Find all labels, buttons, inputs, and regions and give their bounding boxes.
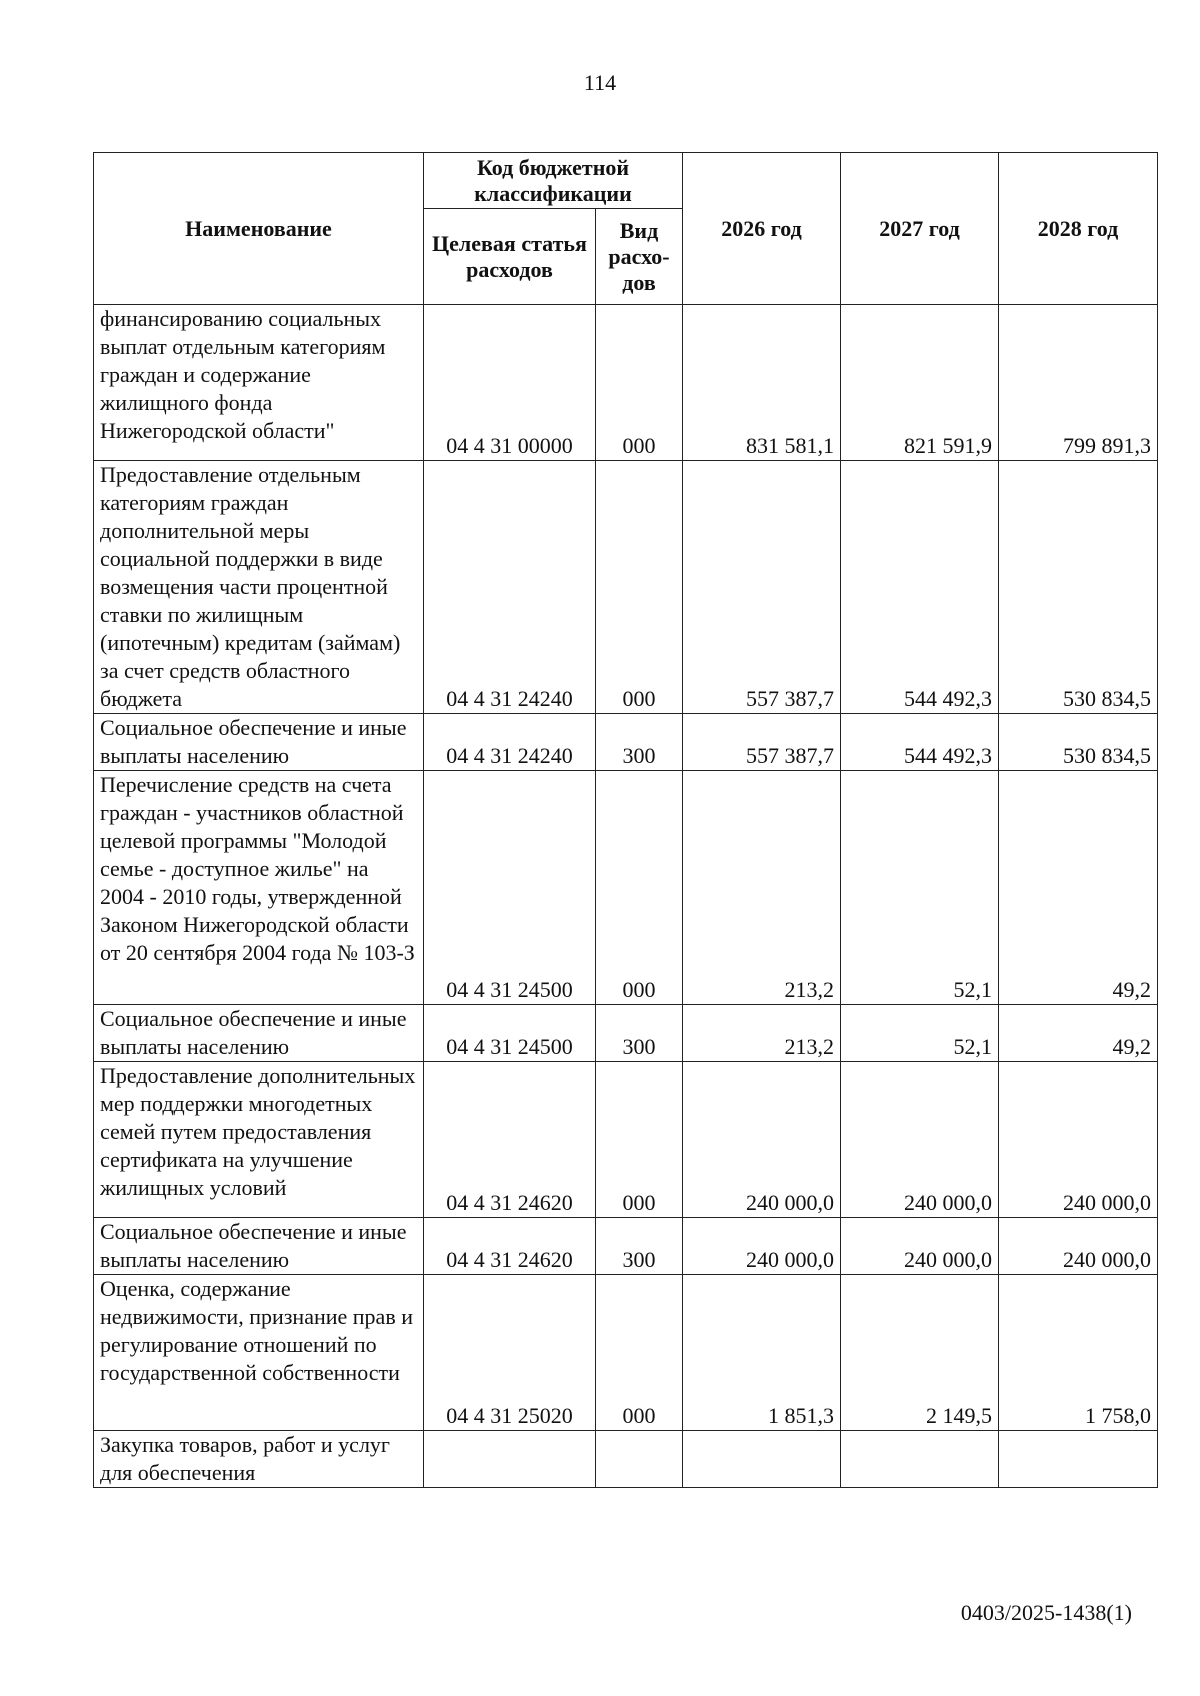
table-row: [94, 714, 1158, 771]
row-name: Социальное обеспечение и иные выплаты населению: [94, 1218, 424, 1275]
table-row: [94, 461, 1158, 714]
row-target-article: 04 4 31 24240: [424, 461, 596, 714]
row-name: Перечисление средств на счета граждан - участников областной целевой программы "Молодой семье - доступное жилье" на 2004 - 2010 годы, утвержденной Законом Нижегородской области от 20 сентября 2004 года № 103-З: [94, 771, 424, 1005]
header-target-article: [424, 209, 596, 305]
table-row: [94, 1218, 1158, 1275]
row-expense-type: 000: [596, 771, 683, 1005]
row-value-2027: 52,1: [841, 1005, 999, 1062]
document-code: 0403/2025-1438(1): [960, 1600, 1132, 1625]
table-row: [94, 1431, 1158, 1488]
row-expense-type: 300: [596, 1005, 683, 1062]
row-value-2028: [999, 1431, 1158, 1488]
header-code-group: Код бюджетной классификации: [424, 153, 683, 209]
row-value-2026: 240 000,0: [683, 1218, 841, 1275]
row-name: Закупка товаров, работ и услуг для обеспечения: [94, 1431, 424, 1488]
row-expense-type: 300: [596, 714, 683, 771]
row-value-2027: 544 492,3: [841, 714, 999, 771]
row-target-article: 04 4 31 25020: [424, 1275, 596, 1431]
row-target-article: [424, 1431, 596, 1488]
row-target-article: 04 4 31 24620: [424, 1062, 596, 1218]
row-value-2028: 1 758,0: [999, 1275, 1158, 1431]
row-expense-type: 300: [596, 1218, 683, 1275]
row-value-2028: 240 000,0: [999, 1062, 1158, 1218]
page-number: 114: [583, 70, 617, 95]
row-expense-type: 000: [596, 461, 683, 714]
row-value-2028: 530 834,5: [999, 461, 1158, 714]
row-value-2028: 49,2: [999, 771, 1158, 1005]
table-row: [94, 1275, 1158, 1431]
row-expense-type: 000: [596, 1275, 683, 1431]
row-value-2027: [841, 1431, 999, 1488]
table-row: [94, 1005, 1158, 1062]
table-row: [94, 771, 1158, 1005]
row-value-2028: 799 891,3: [999, 305, 1158, 461]
row-value-2027: 240 000,0: [841, 1218, 999, 1275]
row-value-2026: [683, 1431, 841, 1488]
row-value-2026: 213,2: [683, 1005, 841, 1062]
row-value-2027: 2 149,5: [841, 1275, 999, 1431]
row-name: Предоставление отдельным категориям граждан дополнительной меры социальной поддержки в виде возмещения части процентной ставки по жилищным (ипотечным) кредитам (займам) за счет средств областного бюджета: [94, 461, 424, 714]
row-value-2028: 240 000,0: [999, 1218, 1158, 1275]
row-expense-type: [596, 1431, 683, 1488]
row-value-2028: 49,2: [999, 1005, 1158, 1062]
row-name: финансированию социальных выплат отдельным категориям граждан и содержание жилищного фонда Нижегородской области": [94, 305, 424, 461]
header-year-2026: 2026 год: [683, 153, 841, 305]
row-target-article: 04 4 31 24240: [424, 714, 596, 771]
row-target-article: 04 4 31 00000: [424, 305, 596, 461]
row-target-article: 04 4 31 24620: [424, 1218, 596, 1275]
row-target-article: 04 4 31 24500: [424, 1005, 596, 1062]
row-value-2027: 821 591,9: [841, 305, 999, 461]
row-name: Социальное обеспечение и иные выплаты населению: [94, 1005, 424, 1062]
row-name: Социальное обеспечение и иные выплаты населению: [94, 714, 424, 771]
header-name: Наименование: [94, 153, 424, 305]
row-value-2027: 544 492,3: [841, 461, 999, 714]
row-value-2027: 52,1: [841, 771, 999, 1005]
header-year-2027: 2027 год: [841, 153, 999, 305]
header-target-article-text: Целевая статья расходов: [432, 230, 587, 282]
header-year-2028: 2028 год: [999, 153, 1158, 305]
row-expense-type: 000: [596, 305, 683, 461]
row-expense-type: 000: [596, 1062, 683, 1218]
budget-table: [93, 152, 1158, 1488]
row-value-2028: 530 834,5: [999, 714, 1158, 771]
header-expense-type: Вид расхо-дов: [596, 209, 683, 305]
row-name: Предоставление дополнительных мер поддержки многодетных семей путем предоставления сертификата на улучшение жилищных условий: [94, 1062, 424, 1218]
row-value-2027: 240 000,0: [841, 1062, 999, 1218]
row-value-2026: 557 387,7: [683, 461, 841, 714]
row-value-2026: 240 000,0: [683, 1062, 841, 1218]
table-row: [94, 305, 1158, 461]
row-value-2026: 213,2: [683, 771, 841, 1005]
row-value-2026: 557 387,7: [683, 714, 841, 771]
row-name: Оценка, содержание недвижимости, признание прав и регулирование отношений по государственной собственности: [94, 1275, 424, 1431]
row-value-2026: 831 581,1: [683, 305, 841, 461]
row-value-2026: 1 851,3: [683, 1275, 841, 1431]
table-row: [94, 1062, 1158, 1218]
row-target-article: 04 4 31 24500: [424, 771, 596, 1005]
